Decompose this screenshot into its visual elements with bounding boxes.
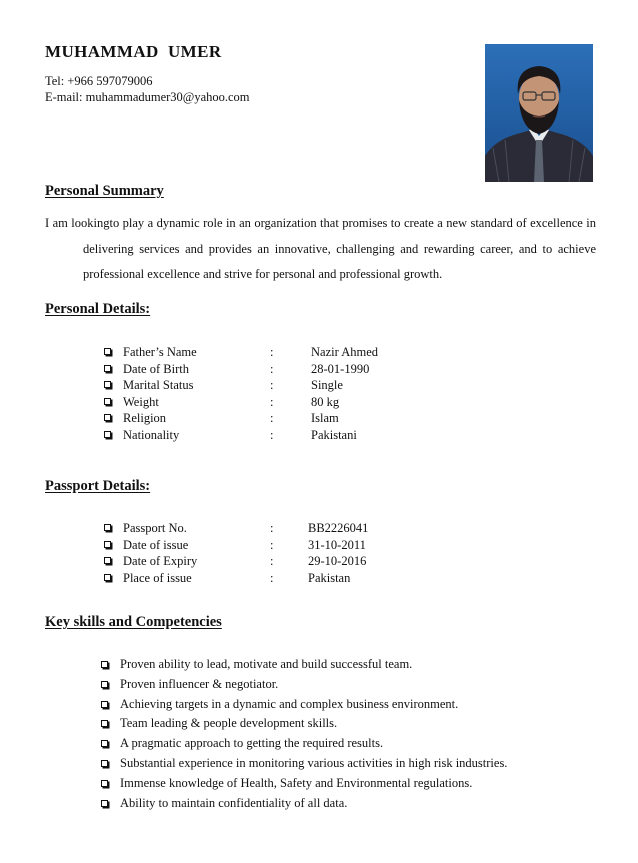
email-address: E-mail: muhammadumer30@yahoo.com bbox=[45, 90, 250, 104]
detail-label: Date of Birth bbox=[123, 361, 189, 376]
personal-summary-heading: Personal Summary bbox=[45, 183, 164, 199]
detail-separator: : bbox=[270, 427, 274, 442]
passport-details-heading: Passport Details: bbox=[45, 478, 151, 494]
phone-number: Tel: +966 597079006 bbox=[45, 74, 153, 88]
detail-label: Place of issue bbox=[123, 570, 192, 585]
detail-label: Religion bbox=[123, 411, 167, 426]
list-item bbox=[0, 537, 638, 554]
detail-value: 80 kg bbox=[311, 394, 340, 409]
skill-text: Team leading & people development skills. bbox=[120, 716, 338, 731]
square-bullet-icon bbox=[104, 574, 111, 581]
list-item bbox=[0, 794, 638, 814]
detail-separator: : bbox=[270, 378, 274, 393]
square-bullet-icon bbox=[104, 365, 111, 372]
detail-label: Date of issue bbox=[123, 537, 189, 552]
square-bullet-icon bbox=[104, 414, 111, 421]
summary-line-1: I am lookingto play a dynamic role in an organization that promises to create a new standard of excellence in bbox=[45, 216, 596, 230]
personal-details-list bbox=[0, 344, 638, 444]
list-item bbox=[0, 344, 638, 361]
detail-label: Marital Status bbox=[123, 378, 194, 393]
list-item bbox=[0, 394, 638, 411]
skill-text: Substantial experience in monitoring various activities in high risk industries. bbox=[120, 755, 508, 770]
detail-separator: : bbox=[270, 521, 274, 535]
detail-separator: : bbox=[270, 411, 274, 426]
square-bullet-icon bbox=[101, 740, 108, 747]
summary-line-3: professional excellence and strive for personal and professional growth. bbox=[83, 267, 443, 281]
personal-details-heading: Personal Details: bbox=[45, 301, 151, 317]
detail-value: Pakistani bbox=[311, 427, 357, 442]
detail-label: Weight bbox=[123, 394, 159, 409]
square-bullet-icon bbox=[104, 524, 111, 531]
list-item bbox=[0, 520, 638, 537]
skill-text: Immense knowledge of Health, Safety and Environmental regulations. bbox=[120, 775, 473, 790]
list-item bbox=[0, 695, 638, 715]
list-item bbox=[0, 553, 638, 570]
square-bullet-icon bbox=[101, 681, 108, 688]
detail-label: Passport No. bbox=[123, 521, 187, 535]
list-item bbox=[0, 754, 638, 774]
square-bullet-icon bbox=[104, 398, 111, 405]
detail-value: BB2226041 bbox=[308, 521, 369, 535]
detail-value: 29-10-2016 bbox=[308, 554, 367, 569]
square-bullet-icon bbox=[104, 541, 111, 548]
square-bullet-icon bbox=[101, 780, 108, 787]
detail-value: Islam bbox=[311, 411, 339, 426]
skill-text: Proven influencer & negotiator. bbox=[120, 676, 279, 691]
list-item bbox=[0, 714, 638, 734]
detail-label: Nationality bbox=[123, 427, 180, 442]
detail-value: Single bbox=[311, 378, 343, 393]
personal-summary-text bbox=[45, 211, 596, 288]
profile-photo-drawing bbox=[485, 44, 593, 182]
key-skills-heading: Key skills and Competencies bbox=[45, 614, 222, 630]
skill-text: Ability to maintain confidentiality of all data. bbox=[120, 795, 348, 810]
square-bullet-icon bbox=[104, 431, 111, 438]
square-bullet-icon bbox=[104, 557, 111, 564]
detail-label: Date of Expiry bbox=[123, 554, 198, 569]
passport-details-list bbox=[0, 520, 638, 586]
skill-text: Proven ability to lead, motivate and build successful team. bbox=[120, 657, 413, 671]
square-bullet-icon bbox=[101, 701, 108, 708]
skill-text: Achieving targets in a dynamic and complex business environment. bbox=[120, 696, 459, 711]
list-item bbox=[0, 361, 638, 378]
detail-separator: : bbox=[270, 537, 274, 552]
detail-separator: : bbox=[270, 361, 274, 376]
detail-value: 31-10-2011 bbox=[308, 537, 366, 552]
detail-separator: : bbox=[270, 394, 274, 409]
square-bullet-icon bbox=[101, 661, 108, 668]
list-item bbox=[0, 570, 638, 587]
square-bullet-icon bbox=[101, 800, 108, 807]
detail-value: Nazir Ahmed bbox=[311, 345, 378, 359]
list-item bbox=[0, 427, 638, 444]
list-item bbox=[0, 675, 638, 695]
summary-line-2: delivering services and provides an innovative, challenging and rewarding career, and to achieve bbox=[83, 241, 596, 256]
key-skills-list bbox=[0, 655, 638, 813]
detail-separator: : bbox=[270, 554, 274, 569]
profile-photo bbox=[485, 44, 593, 182]
list-item bbox=[0, 377, 638, 394]
square-bullet-icon bbox=[104, 381, 111, 388]
list-item bbox=[0, 410, 638, 427]
detail-value: Pakistan bbox=[308, 570, 351, 585]
candidate-name: MUHAMMAD UMER bbox=[45, 42, 222, 61]
square-bullet-icon bbox=[104, 348, 111, 355]
detail-label: Father’s Name bbox=[123, 345, 197, 359]
square-bullet-icon bbox=[101, 760, 108, 767]
list-item bbox=[0, 655, 638, 675]
detail-separator: : bbox=[270, 345, 274, 359]
detail-separator: : bbox=[270, 570, 274, 585]
square-bullet-icon bbox=[101, 720, 108, 727]
list-item bbox=[0, 734, 638, 754]
detail-value: 28-01-1990 bbox=[311, 361, 370, 376]
skill-text: A pragmatic approach to getting the required results. bbox=[120, 736, 384, 751]
list-item bbox=[0, 774, 638, 794]
